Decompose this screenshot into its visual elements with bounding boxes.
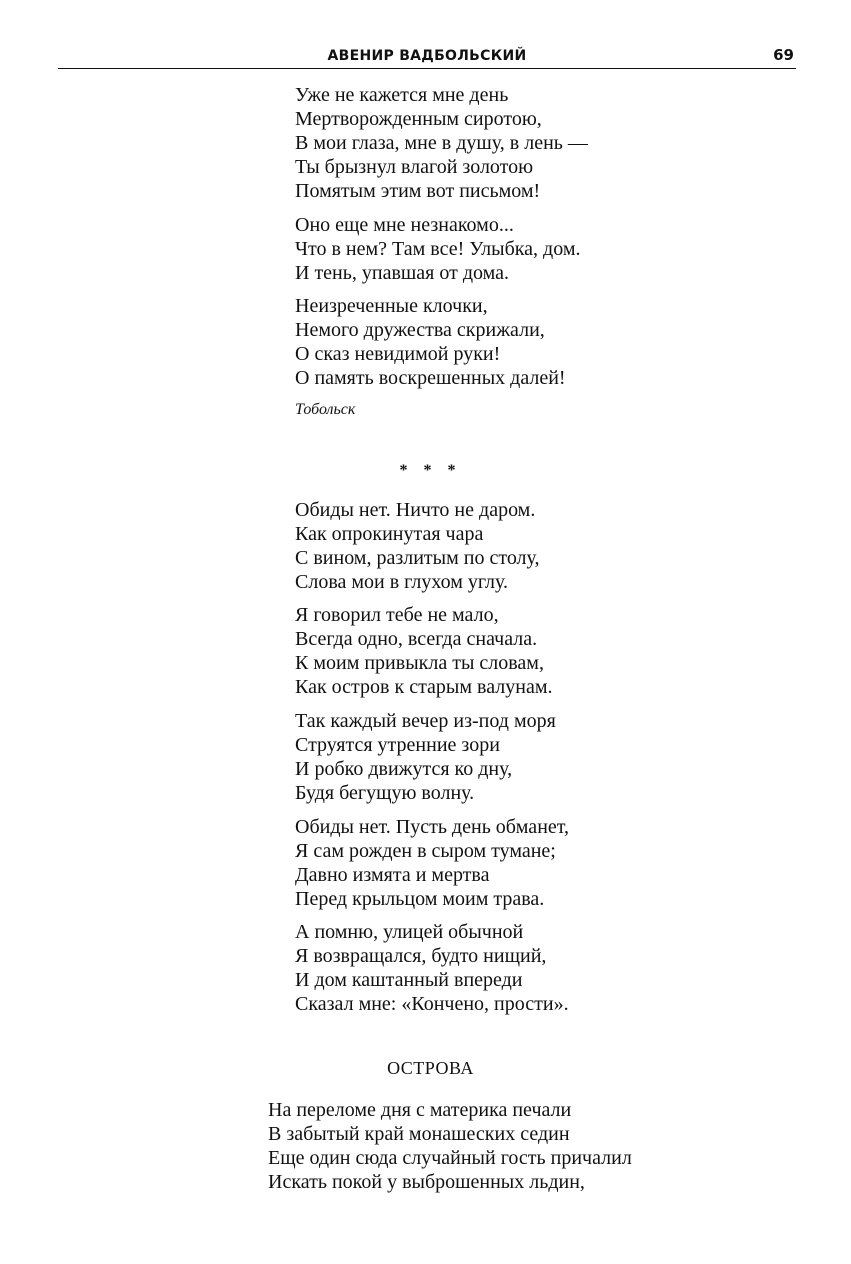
- verse-line: Всегда одно, всегда сначала.: [295, 628, 538, 650]
- verse-line: И тень, упавшая от дома.: [295, 262, 510, 284]
- verse-line: Давно измята и мертва: [295, 864, 490, 886]
- verse-line: Слова мои в глухом углу.: [295, 571, 509, 593]
- verse-line: Искать покой у выброшенных льдин,: [268, 1171, 585, 1193]
- verse-line: Сказал мне: «Кончено, прости».: [295, 993, 569, 1015]
- verse-line: Помятым этим вот письмом!: [295, 180, 541, 202]
- verse-line: Я говорил тебе не мало,: [295, 604, 499, 626]
- verse-line: И робко движутся ко дну,: [295, 758, 513, 780]
- verse-line: Мертворожденным сиротою,: [295, 108, 542, 130]
- verse-line: В мои глаза, мне в душу, в лень —: [295, 132, 588, 154]
- verse-line: К моим привыкла ты словам,: [295, 652, 544, 674]
- verse-line: В забытый край монашеских седин: [268, 1123, 570, 1145]
- verse-line: Немого дружества скрижали,: [295, 319, 545, 341]
- poem-title: ОСТРОВА: [387, 1058, 474, 1078]
- page-number: 69: [773, 46, 794, 64]
- verse-line: Ты брызнул влагой золотою: [295, 156, 534, 178]
- verse-line: Как остров к старым валунам.: [295, 676, 553, 698]
- verse-line: На переломе дня с материка печали: [268, 1099, 572, 1121]
- verse-line: О сказ невидимой руки!: [295, 343, 501, 365]
- running-title: АВЕНИР ВАДБОЛЬСКИЙ: [327, 48, 527, 64]
- verse-line: Уже не кажется мне день: [295, 84, 509, 106]
- verse-line: Что в нем? Там все! Улыбка, дом.: [295, 238, 581, 260]
- verse-line: Так каждый вечер из-под моря: [295, 710, 556, 732]
- verse-line: Оно еще мне незнакомо...: [295, 214, 514, 236]
- verse-line: О память воскрешенных далей!: [295, 367, 566, 389]
- verse-line: Неизреченные клочки,: [295, 295, 488, 317]
- verse-line: Струятся утренние зори: [295, 734, 500, 756]
- place-signature: Тобольск: [295, 401, 356, 418]
- verse-line: Еще один сюда случайный гость причалил: [268, 1147, 632, 1169]
- verse-line: Обиды нет. Пусть день обманет,: [295, 816, 570, 838]
- asterism-separator: * * *: [399, 462, 462, 479]
- verse-line: Я возвращался, будто нищий,: [295, 945, 547, 967]
- verse-line: А помню, улицей обычной: [295, 921, 524, 943]
- verse-line: Как опрокинутая чара: [295, 523, 484, 545]
- verse-line: И дом каштанный впереди: [295, 969, 523, 991]
- verse-line: Перед крыльцом моим трава.: [295, 888, 545, 910]
- verse-line: Обиды нет. Ничто не даром.: [295, 499, 536, 521]
- verse-line: С вином, разлитым по столу,: [295, 547, 540, 569]
- running-header: [58, 44, 796, 69]
- verse-line: Я сам рожден в сыром тумане;: [295, 840, 556, 862]
- verse-line: Будя бегущую волну.: [295, 782, 475, 804]
